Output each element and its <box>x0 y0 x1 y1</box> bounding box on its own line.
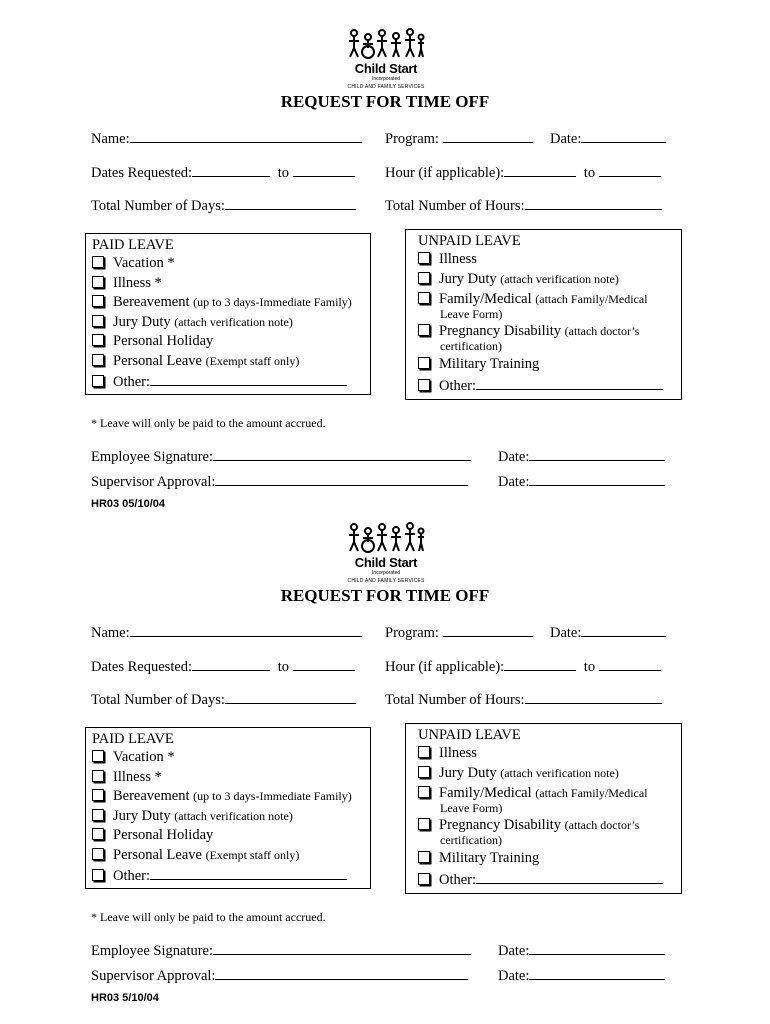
supervisor-approval-label: Supervisor Approval: <box>91 474 216 490</box>
hour-field[interactable] <box>385 162 661 182</box>
supervisor-approval-line[interactable] <box>215 965 468 980</box>
checkbox[interactable] <box>92 770 104 782</box>
name-field[interactable] <box>91 622 362 642</box>
hour-to-line[interactable] <box>599 656 661 671</box>
unpaid-leave-header: UNPAID LEAVE <box>418 727 521 743</box>
program-input-line[interactable] <box>443 622 533 637</box>
name-label: Name: <box>91 625 130 641</box>
hour-to-label: to <box>583 659 596 675</box>
logo-incorporated: Incorporated <box>371 570 401 576</box>
paid-leave-bereavement[interactable]: Bereavement (up to 3 days-Immediate Family) <box>92 293 370 313</box>
date-label: Date: <box>550 131 582 147</box>
dates-from-line[interactable] <box>192 656 270 671</box>
supervisor-date-field[interactable] <box>498 471 665 491</box>
paid-leave-illness[interactable]: Illness * <box>92 274 370 294</box>
paid-leave-jury-duty[interactable]: Jury Duty (attach verification note) <box>92 807 370 827</box>
form-title: REQUEST FOR TIME OFF <box>280 586 490 605</box>
employee-signature-line[interactable] <box>213 446 471 461</box>
checkbox[interactable] <box>418 873 430 885</box>
checkbox[interactable] <box>418 324 430 336</box>
date-input-line[interactable] <box>581 622 666 637</box>
checkbox[interactable] <box>92 809 104 821</box>
dates-requested-field[interactable] <box>91 656 355 676</box>
form-code: HR03 05/10/04 <box>91 498 165 510</box>
checkbox[interactable] <box>418 292 430 304</box>
program-label: Program: <box>385 131 439 147</box>
family-figures-icon <box>346 522 426 554</box>
form-code: HR03 5/10/04 <box>91 992 159 1004</box>
unpaid-leave-jury-duty[interactable]: Jury Duty (attach verification note) <box>418 270 681 290</box>
paid-leave-personal-holiday[interactable]: Personal Holiday <box>92 826 370 846</box>
family-figures-icon <box>346 28 426 60</box>
employee-signature-label: Employee Signature: <box>91 449 214 465</box>
paid-leave-personal-leave[interactable]: Personal Leave (Exempt staff only) <box>92 846 370 866</box>
dates-to-line[interactable] <box>293 162 355 177</box>
unpaid-leave-box <box>405 229 682 400</box>
paid-leave-box <box>85 727 371 889</box>
date-field[interactable] <box>550 622 666 642</box>
checkbox[interactable] <box>418 766 430 778</box>
employee-signature-line[interactable] <box>213 940 471 955</box>
unpaid-leave-illness[interactable]: Illness <box>418 250 681 270</box>
total-days-line[interactable] <box>225 195 356 210</box>
to-label: to <box>277 165 289 181</box>
hour-to-line[interactable] <box>599 162 661 177</box>
supervisor-approval-field[interactable] <box>91 471 468 491</box>
hour-from-line[interactable] <box>504 162 576 177</box>
employee-date-field[interactable] <box>498 446 665 466</box>
logo-brand-name: Child Start <box>354 61 418 76</box>
accrual-footnote: * Leave will only be paid to the amount accrued. <box>91 910 326 924</box>
logo-brand-name: Child Start <box>354 555 418 570</box>
checkbox[interactable] <box>92 848 104 860</box>
program-field[interactable] <box>385 622 533 642</box>
dates-requested-field[interactable] <box>91 162 355 182</box>
checkbox[interactable] <box>92 375 104 387</box>
total-hours-field[interactable] <box>385 195 662 215</box>
checkbox[interactable] <box>92 869 104 881</box>
other-input-line[interactable] <box>150 865 347 880</box>
checkbox[interactable] <box>418 272 430 284</box>
checkbox[interactable] <box>92 750 104 762</box>
total-hours-label: Total Number of Hours: <box>385 198 525 214</box>
program-input-line[interactable] <box>443 128 533 143</box>
supervisor-date-line[interactable] <box>529 965 665 980</box>
unpaid-leave-box <box>405 723 682 894</box>
checkbox[interactable] <box>92 789 104 801</box>
total-days-line[interactable] <box>225 689 356 704</box>
supervisor-approval-line[interactable] <box>215 471 468 486</box>
unpaid-leave-pregnancy-disability[interactable]: Pregnancy Disability (attach doctor’s certification) <box>418 323 681 353</box>
supervisor-date-field[interactable] <box>498 965 665 985</box>
total-hours-label: Total Number of Hours: <box>385 692 525 708</box>
employee-date-field[interactable] <box>498 940 665 960</box>
checkbox[interactable] <box>418 786 430 798</box>
paid-leave-vacation[interactable]: Vacation * <box>92 748 370 768</box>
paid-leave-header: PAID LEAVE <box>92 237 174 253</box>
employee-signature-field[interactable] <box>91 446 471 466</box>
paid-leave-personal-leave[interactable]: Personal Leave (Exempt staff only) <box>92 352 370 372</box>
dates-requested-label: Dates Requested: <box>91 659 193 675</box>
total-days-field[interactable] <box>91 689 356 709</box>
supervisor-date-label: Date: <box>498 474 530 490</box>
hour-label: Hour (if applicable): <box>385 659 505 675</box>
accrual-footnote: * Leave will only be paid to the amount accrued. <box>91 416 326 430</box>
dates-to-line[interactable] <box>293 656 355 671</box>
supervisor-approval-field[interactable] <box>91 965 468 985</box>
date-input-line[interactable] <box>581 128 666 143</box>
paid-leave-vacation[interactable]: Vacation * <box>92 254 370 274</box>
unpaid-leave-military-training[interactable]: Military Training <box>418 355 681 375</box>
total-days-label: Total Number of Days: <box>91 198 225 214</box>
checkbox[interactable] <box>92 828 104 840</box>
total-days-field[interactable] <box>91 195 356 215</box>
checkbox[interactable] <box>418 252 430 264</box>
form-title: REQUEST FOR TIME OFF <box>280 92 490 111</box>
dates-requested-label: Dates Requested: <box>91 165 193 181</box>
employee-date-label: Date: <box>498 449 530 465</box>
date-label: Date: <box>550 625 582 641</box>
unpaid-leave-family-medical[interactable]: Family/Medical (attach Family/Medical Leave Form) <box>418 291 681 321</box>
logo-incorporated: Incorporated <box>371 76 401 82</box>
unpaid-leave-military-training[interactable]: Military Training <box>418 849 681 869</box>
unpaid-leave-pregnancy-disability[interactable]: Pregnancy Disability (attach doctor’s certification) <box>418 817 681 847</box>
to-label: to <box>277 659 289 675</box>
checkbox[interactable] <box>92 276 104 288</box>
paid-leave-jury-duty[interactable]: Jury Duty (attach verification note) <box>92 313 370 333</box>
hour-label: Hour (if applicable): <box>385 165 505 181</box>
unpaid-leave-other[interactable]: Other: <box>418 869 681 891</box>
paid-leave-box <box>85 233 371 395</box>
supervisor-approval-label: Supervisor Approval: <box>91 968 216 984</box>
hour-to-label: to <box>583 165 596 181</box>
name-label: Name: <box>91 131 130 147</box>
logo-tagline: CHILD AND FAMILY SERVICES <box>347 578 425 584</box>
checkbox[interactable] <box>418 818 430 830</box>
total-hours-line[interactable] <box>525 195 662 210</box>
unpaid-leave-other[interactable]: Other: <box>418 375 681 397</box>
checkbox[interactable] <box>92 354 104 366</box>
checkbox[interactable] <box>92 334 104 346</box>
name-field[interactable] <box>91 128 362 148</box>
employee-date-line[interactable] <box>529 940 665 955</box>
checkbox[interactable] <box>418 357 430 369</box>
name-input-line[interactable] <box>130 128 362 143</box>
paid-leave-other[interactable]: Other: <box>92 371 370 393</box>
date-field[interactable] <box>550 128 666 148</box>
name-input-line[interactable] <box>130 622 362 637</box>
other-input-line[interactable] <box>150 371 347 386</box>
hour-from-line[interactable] <box>504 656 576 671</box>
paid-leave-personal-holiday[interactable]: Personal Holiday <box>92 332 370 352</box>
program-label: Program: <box>385 625 439 641</box>
employee-signature-field[interactable] <box>91 940 471 960</box>
unpaid-leave-family-medical[interactable]: Family/Medical (attach Family/Medical Leave Form) <box>418 785 681 815</box>
logo-tagline: CHILD AND FAMILY SERVICES <box>347 84 425 90</box>
supervisor-date-label: Date: <box>498 968 530 984</box>
checkbox[interactable] <box>92 315 104 327</box>
checkbox[interactable] <box>418 379 430 391</box>
paid-leave-illness[interactable]: Illness * <box>92 768 370 788</box>
checkbox[interactable] <box>418 851 430 863</box>
checkbox[interactable] <box>92 295 104 307</box>
paid-leave-other[interactable]: Other: <box>92 865 370 887</box>
unpaid-leave-illness[interactable]: Illness <box>418 744 681 764</box>
child-start-logo <box>340 522 430 584</box>
employee-date-line[interactable] <box>529 446 665 461</box>
paid-leave-bereavement[interactable]: Bereavement (up to 3 days-Immediate Family) <box>92 787 370 807</box>
supervisor-date-line[interactable] <box>529 471 665 486</box>
total-hours-line[interactable] <box>525 689 662 704</box>
paid-leave-header: PAID LEAVE <box>92 731 174 747</box>
dates-from-line[interactable] <box>192 162 270 177</box>
total-hours-field[interactable] <box>385 689 662 709</box>
total-days-label: Total Number of Days: <box>91 692 225 708</box>
other-input-line[interactable] <box>476 869 663 884</box>
other-input-line[interactable] <box>476 375 663 390</box>
unpaid-leave-jury-duty[interactable]: Jury Duty (attach verification note) <box>418 764 681 784</box>
program-field[interactable] <box>385 128 533 148</box>
hour-field[interactable] <box>385 656 661 676</box>
employee-date-label: Date: <box>498 943 530 959</box>
unpaid-leave-header: UNPAID LEAVE <box>418 233 521 249</box>
checkbox[interactable] <box>92 256 104 268</box>
checkbox[interactable] <box>418 746 430 758</box>
child-start-logo <box>340 28 430 90</box>
employee-signature-label: Employee Signature: <box>91 943 214 959</box>
